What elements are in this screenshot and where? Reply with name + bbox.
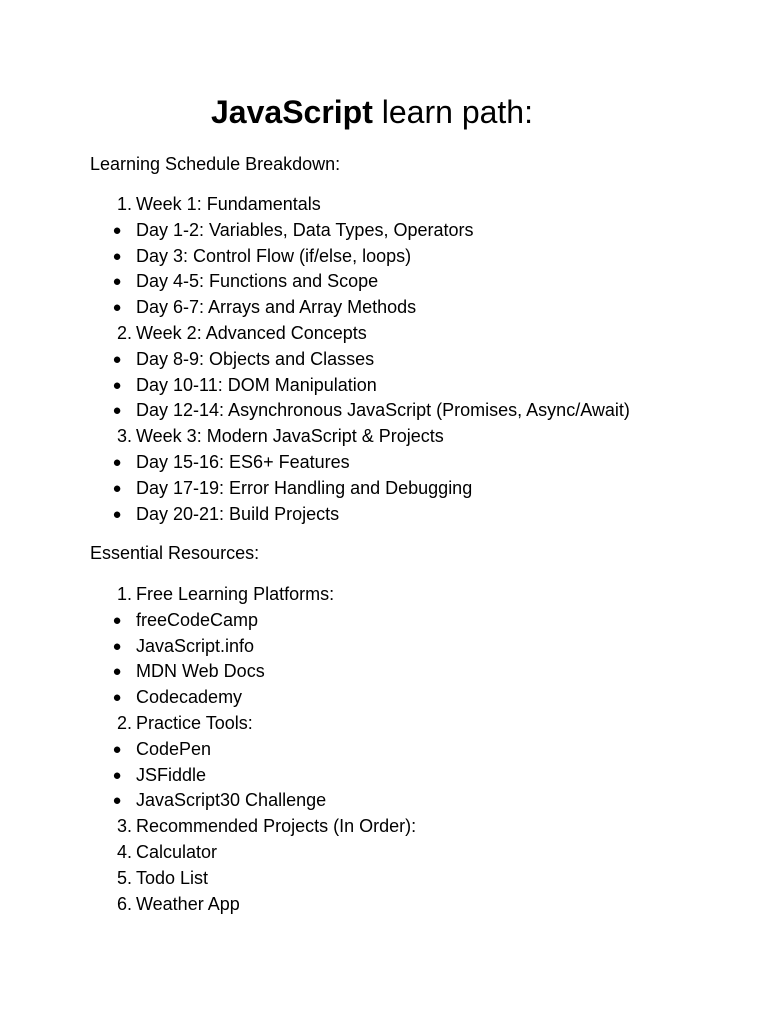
number-marker: 3. (116, 426, 132, 447)
list-item-text: JSFiddle (136, 764, 207, 785)
list-item (0, 269, 768, 295)
bullet-marker: ● (112, 376, 122, 394)
bullet-marker: ● (112, 611, 122, 629)
list-item (0, 892, 768, 918)
list-item (0, 763, 768, 789)
list-item-text: Day 1-2: Variables, Data Types, Operators (136, 219, 474, 240)
number-marker: 1. (116, 194, 132, 214)
bullet-marker: ● (112, 766, 122, 784)
list-item-text: Calculator (136, 841, 218, 862)
bullet-marker: ● (112, 637, 122, 655)
list-item-text: freeCodeCamp (136, 609, 259, 630)
list-item-text: JavaScript30 Challenge (136, 790, 327, 811)
schedule-heading: Learning Schedule Breakdown: (90, 154, 341, 174)
number-marker: 4. (116, 841, 132, 862)
list-item-text: Day 10-11: DOM Manipulation (136, 374, 377, 395)
list-item-text: Day 6-7: Arrays and Array Methods (136, 297, 417, 318)
title-rest-part: learn path: (372, 94, 533, 130)
list-item (0, 634, 768, 660)
list-item (0, 608, 768, 634)
title-bold-part: JavaScript (211, 94, 373, 130)
number-marker: 1. (116, 584, 132, 604)
list-item-text: Week 3: Modern JavaScript & Projects (136, 426, 444, 447)
list-item (0, 840, 768, 866)
list-item (0, 244, 768, 270)
bullet-marker: ● (112, 402, 122, 420)
list-item-text: Day 17-19: Error Handling and Debugging (136, 477, 473, 498)
list-item-text: Day 8-9: Objects and Classes (136, 348, 375, 369)
bullet-marker: ● (112, 479, 122, 497)
list-item (0, 814, 768, 840)
list-item (0, 373, 768, 399)
bullet-marker: ● (112, 663, 122, 681)
bullet-marker: ● (112, 221, 122, 239)
list-item-text: Day 3: Control Flow (if/else, loops) (136, 245, 412, 266)
schedule-list (0, 192, 768, 527)
page-title (0, 92, 744, 132)
list-item-text: Day 15-16: ES6+ Features (136, 451, 350, 472)
bullet-marker: ● (112, 689, 122, 707)
list-item-text: Day 20-21: Build Projects (136, 503, 340, 524)
list-item (0, 502, 768, 528)
list-item (0, 192, 768, 218)
list-item-text: Codecademy (136, 687, 243, 708)
list-item (0, 218, 768, 244)
list-item-text: Free Learning Platforms: (136, 584, 335, 604)
list-item-text: Week 2: Advanced Concepts (136, 322, 367, 343)
list-item (0, 582, 768, 608)
list-item (0, 737, 768, 763)
list-item (0, 866, 768, 892)
list-item-text: Practice Tools: (136, 712, 253, 733)
list-item (0, 424, 768, 450)
list-item-text: JavaScript.info (136, 635, 255, 656)
bullet-marker: ● (112, 740, 122, 758)
bullet-marker: ● (112, 453, 122, 471)
list-item (0, 476, 768, 502)
list-item-text: Day 4-5: Functions and Scope (136, 271, 379, 292)
list-item (0, 321, 768, 347)
number-marker: 2. (116, 712, 132, 733)
bullet-marker: ● (112, 505, 122, 523)
list-item-text: Weather App (136, 893, 240, 914)
resources-heading: Essential Resources: (90, 543, 260, 563)
number-marker: 2. (116, 322, 132, 343)
list-item-text: Day 12-14: Asynchronous JavaScript (Promises, Async/Await) (136, 400, 630, 421)
list-item (0, 398, 768, 424)
list-item (0, 711, 768, 737)
bullet-marker: ● (112, 350, 122, 368)
list-item-text: Todo List (136, 867, 209, 888)
list-item-text: Recommended Projects (In Order): (136, 816, 417, 837)
bullet-marker: ● (112, 299, 122, 317)
list-item-text: MDN Web Docs (136, 661, 265, 682)
list-item-text: Week 1: Fundamentals (136, 194, 321, 214)
number-marker: 5. (116, 867, 132, 888)
list-item (0, 685, 768, 711)
list-item-text: CodePen (136, 738, 212, 759)
bullet-marker: ● (112, 247, 122, 265)
bullet-marker: ● (112, 273, 122, 291)
resources-list (0, 582, 768, 917)
list-item (0, 295, 768, 321)
bullet-marker: ● (112, 792, 122, 810)
list-item (0, 659, 768, 685)
list-item (0, 347, 768, 373)
list-item (0, 450, 768, 476)
number-marker: 3. (116, 816, 132, 837)
list-item (0, 788, 768, 814)
number-marker: 6. (116, 893, 132, 914)
